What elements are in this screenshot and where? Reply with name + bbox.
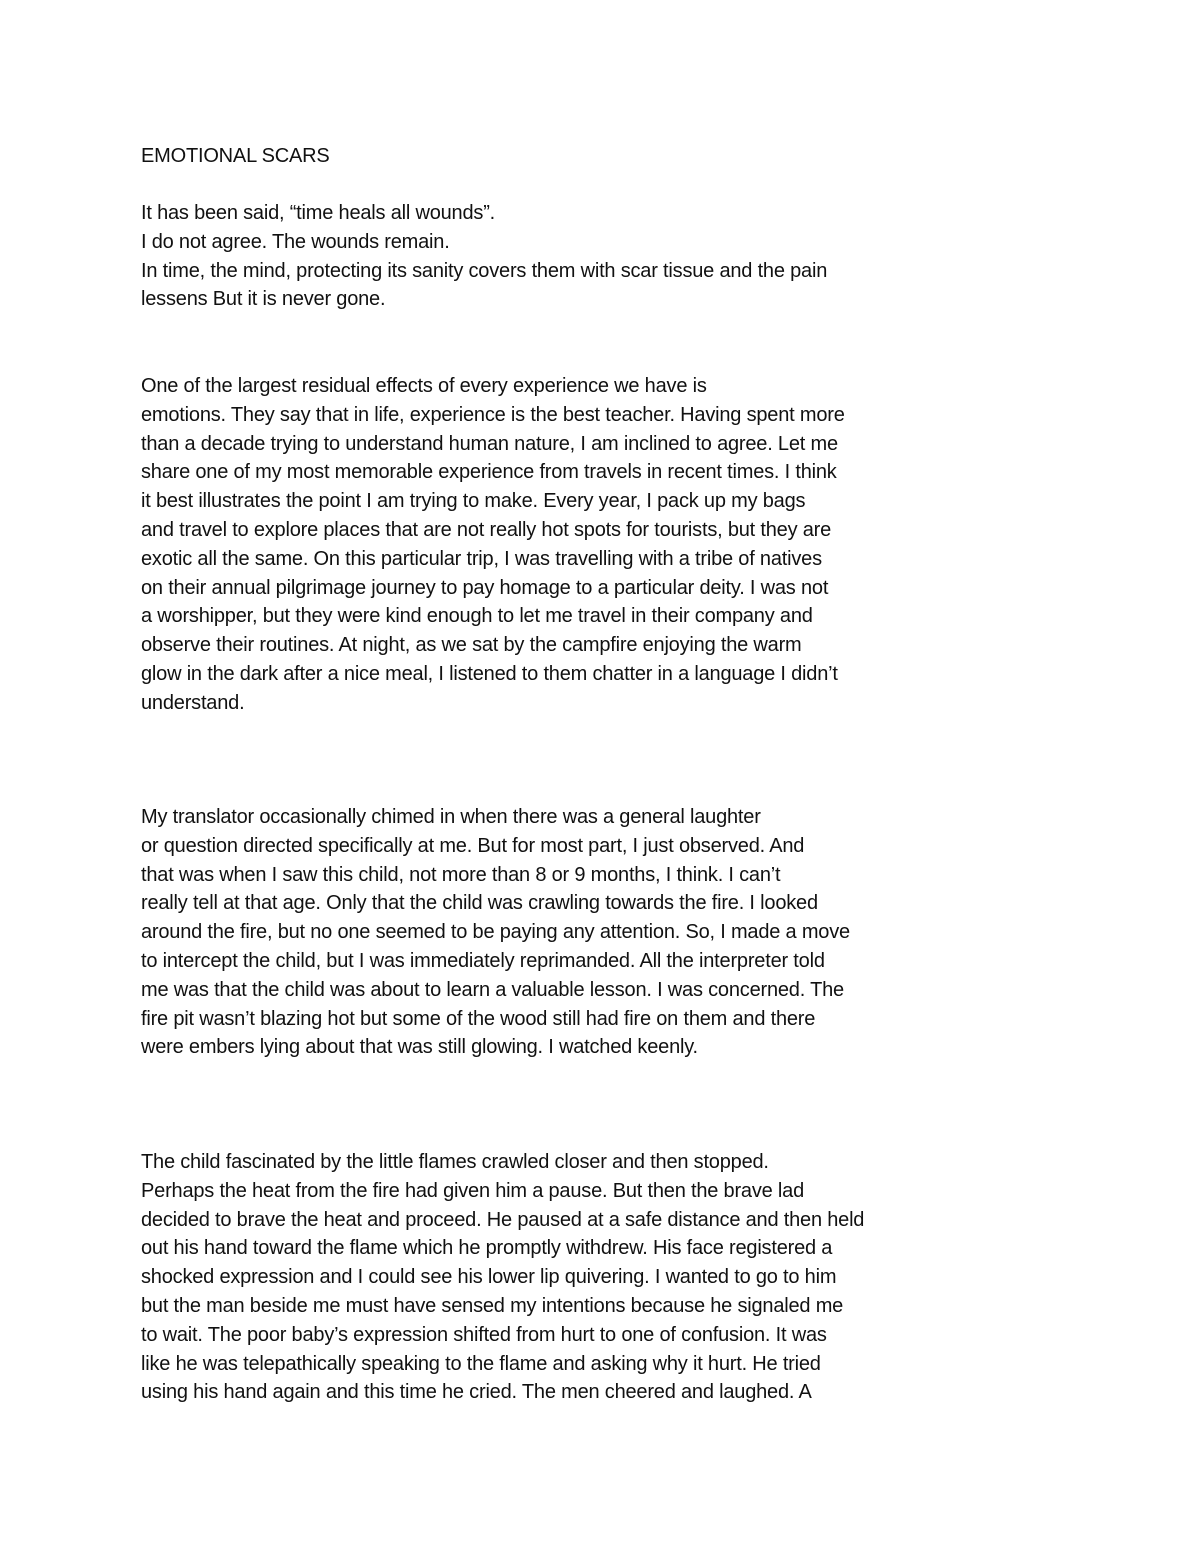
text-line: using his hand again and this time he cried. The men cheered and laughed. A xyxy=(141,1381,812,1404)
text-line: but the man beside me must have sensed my intentions because he signaled me xyxy=(141,1294,844,1317)
intro-paragraph xyxy=(141,199,1021,314)
text-line: observe their routines. At night, as we sat by the campfire enjoying the warm xyxy=(141,634,802,657)
text-line: One of the largest residual effects of every experience we have is xyxy=(141,375,707,397)
text-line: it best illustrates the point I am trying to make. Every year, I pack up my bags xyxy=(141,490,806,513)
text-line: a worshipper, but they were kind enough to let me travel in their company and xyxy=(141,605,813,628)
text-line: It has been said, “time heals all wounds”. xyxy=(141,202,496,224)
text-line: understand. xyxy=(141,691,245,714)
paragraph-3 xyxy=(141,1148,1021,1407)
text-line: My translator occasionally chimed in when there was a general laughter xyxy=(141,806,761,828)
text-line: fire pit wasn’t blazing hot but some of the wood still had fire on them and there xyxy=(141,1007,816,1030)
text-line: decided to brave the heat and proceed. He paused at a safe distance and then held xyxy=(141,1208,865,1231)
text-line: really tell at that age. Only that the child was crawling towards the fire. I looked xyxy=(141,892,818,915)
text-line: to intercept the child, but I was immediately reprimanded. All the interpreter told xyxy=(141,949,825,972)
text-line: glow in the dark after a nice meal, I listened to them chatter in a language I didn’t xyxy=(141,662,838,685)
text-line: share one of my most memorable experience from travels in recent times. I think xyxy=(141,461,837,484)
text-line: or question directed specifically at me. But for most part, I just observed. And xyxy=(141,834,805,857)
text-line: lessens But it is never gone. xyxy=(141,288,386,311)
text-line: emotions. They say that in life, experience is the best teacher. Having spent more xyxy=(141,403,845,426)
paragraph-2 xyxy=(141,803,1021,1062)
text-line: shocked expression and I could see his lower lip quivering. I wanted to go to him xyxy=(141,1266,837,1289)
text-line: me was that the child was about to learn a valuable lesson. I was concerned. The xyxy=(141,978,844,1001)
text-line: I do not agree. The wounds remain. xyxy=(141,230,450,253)
text-line: out his hand toward the flame which he promptly withdrew. His face registered a xyxy=(141,1237,833,1260)
text-line: on their annual pilgrimage journey to pay homage to a particular deity. I was not xyxy=(141,576,829,599)
text-line: Perhaps the heat from the fire had given him a pause. But then the brave lad xyxy=(141,1179,805,1202)
text-line: In time, the mind, protecting its sanity covers them with scar tissue and the pain xyxy=(141,259,828,282)
text-line: around the fire, but no one seemed to be paying any attention. So, I made a move xyxy=(141,921,850,944)
text-line: The child fascinated by the little flames crawled closer and then stopped. xyxy=(141,1151,769,1173)
title-line: EMOTIONAL SCARS xyxy=(141,145,330,167)
text-line: to wait. The poor baby’s expression shifted from hurt to one of confusion. It was xyxy=(141,1323,827,1346)
text-line: like he was telepathically speaking to the flame and asking why it hurt. He tried xyxy=(141,1352,821,1375)
text-line: that was when I saw this child, not more than 8 or 9 months, I think. I can’t xyxy=(141,863,781,886)
text-line: were embers lying about that was still glowing. I watched keenly. xyxy=(141,1036,698,1059)
document-title xyxy=(141,142,1021,171)
text-line: and travel to explore places that are not really hot spots for tourists, but they are xyxy=(141,518,832,541)
paragraph-1 xyxy=(141,372,1021,718)
text-line: exotic all the same. On this particular trip, I was travelling with a tribe of natives xyxy=(141,547,822,570)
text-line: than a decade trying to understand human nature, I am inclined to agree. Let me xyxy=(141,432,838,455)
